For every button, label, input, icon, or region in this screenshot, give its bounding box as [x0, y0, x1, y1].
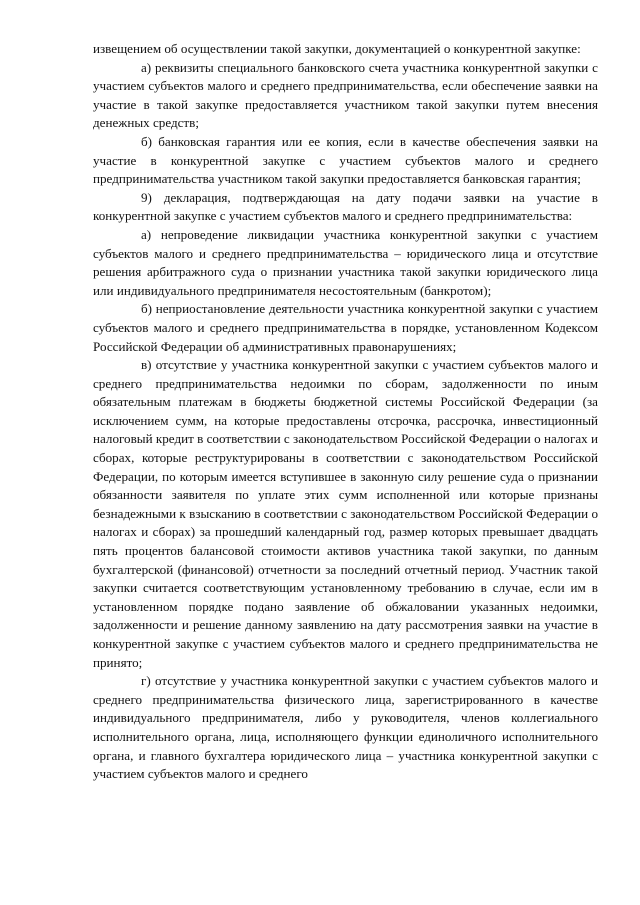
item-g-criminal-record-paragraph: г) отсутствие у участника конкурентной закупки с участием субъектов малого и среднего предпринимательства физического лица, зарегистрированного в качестве индивидуального предпринимателя, либо у руководителя, членов коллегиального исполнительного органа, лица, исполняющего функции единоличного исполнительного органа, и главного бухгалтера юридического лица – участника конкурентной закупки с участием субъектов малого и среднего: [93, 673, 598, 782]
item-a-bank-account-paragraph: а) реквизиты специального банковского счета участника конкурентной закупки с участием субъектов малого и среднего предпринимательства, если обеспечение заявки на участие в такой закупке предоставляется участником такой закупки путем внесения денежных средств;: [93, 59, 598, 131]
item-a-liquidation-paragraph: а) непроведение ликвидации участника конкурентной закупки с участием субъектов малого и среднего предпринимательства – юридического лица и отсутствие решения арбитражного суда о признании участника такой закупки юридического лица или индивидуального предпринимателя несостоятельным (банкротом);: [93, 226, 598, 298]
item-b-bank-guarantee-paragraph: б) банковская гарантия или ее копия, если в качестве обеспечения заявки на участие в конкурентной закупке с участием субъектов малого и среднего предпринимательства участником такой закупки предоставляется банковская гарантия;: [93, 133, 598, 187]
item-v-arrears-paragraph: в) отсутствие у участника конкурентной закупки с участием субъектов малого и среднего предпринимательства недоимки по сборам, задолженности по иным обязательным платежам в бюджеты бюджетной системы Российской Федерации (за исключением сумм, на которые предоставлены отсрочка, рассрочка, инвестиционный налоговый кредит в соответствии с законодательством Российской Федерации о налогах и сборах, которые реструктурированы в соответствии с законодательством Российской Федерации, по которым имеется вступившее в законную силу решение суда о признании обязанности заявителя по уплате этих сумм исполненной или которые признаны безнадежными к взысканию в соответствии с законодательством Российской Федерации о налогах и сборах) за прошедший календарный год, размер которых превышает двадцать пять процентов балансовой стоимости активов участника такой закупки, по данным бухгалтерской (финансовой) отчетности за последний отчетный период. Участник такой закупки считается соответствующим установленному требованию в случае, если им в установленном порядке подано заявление об обжаловании указанных недоимки, задолженности и решение данному заявлению на дату рассмотрения заявки на участие в конкурентной закупке с участием субъектов малого и среднего предпринимательства не принято;: [93, 357, 598, 670]
document-body: [93, 40, 598, 784]
item-9-declaration-paragraph: 9) декларация, подтверждающая на дату подачи заявки на участие в конкурентной закупке с участием субъектов малого и среднего предпринимательства:: [93, 189, 598, 224]
continuation-paragraph: извещением об осуществлении такой закупки, документацией о конкурентной закупке:: [93, 41, 581, 56]
item-b-suspension-paragraph: б) неприостановление деятельности участника конкурентной закупки с участием субъектов малого и среднего предпринимательства в порядке, установленном Кодексом Российской Федерации об административных правонарушениях;: [93, 301, 598, 354]
